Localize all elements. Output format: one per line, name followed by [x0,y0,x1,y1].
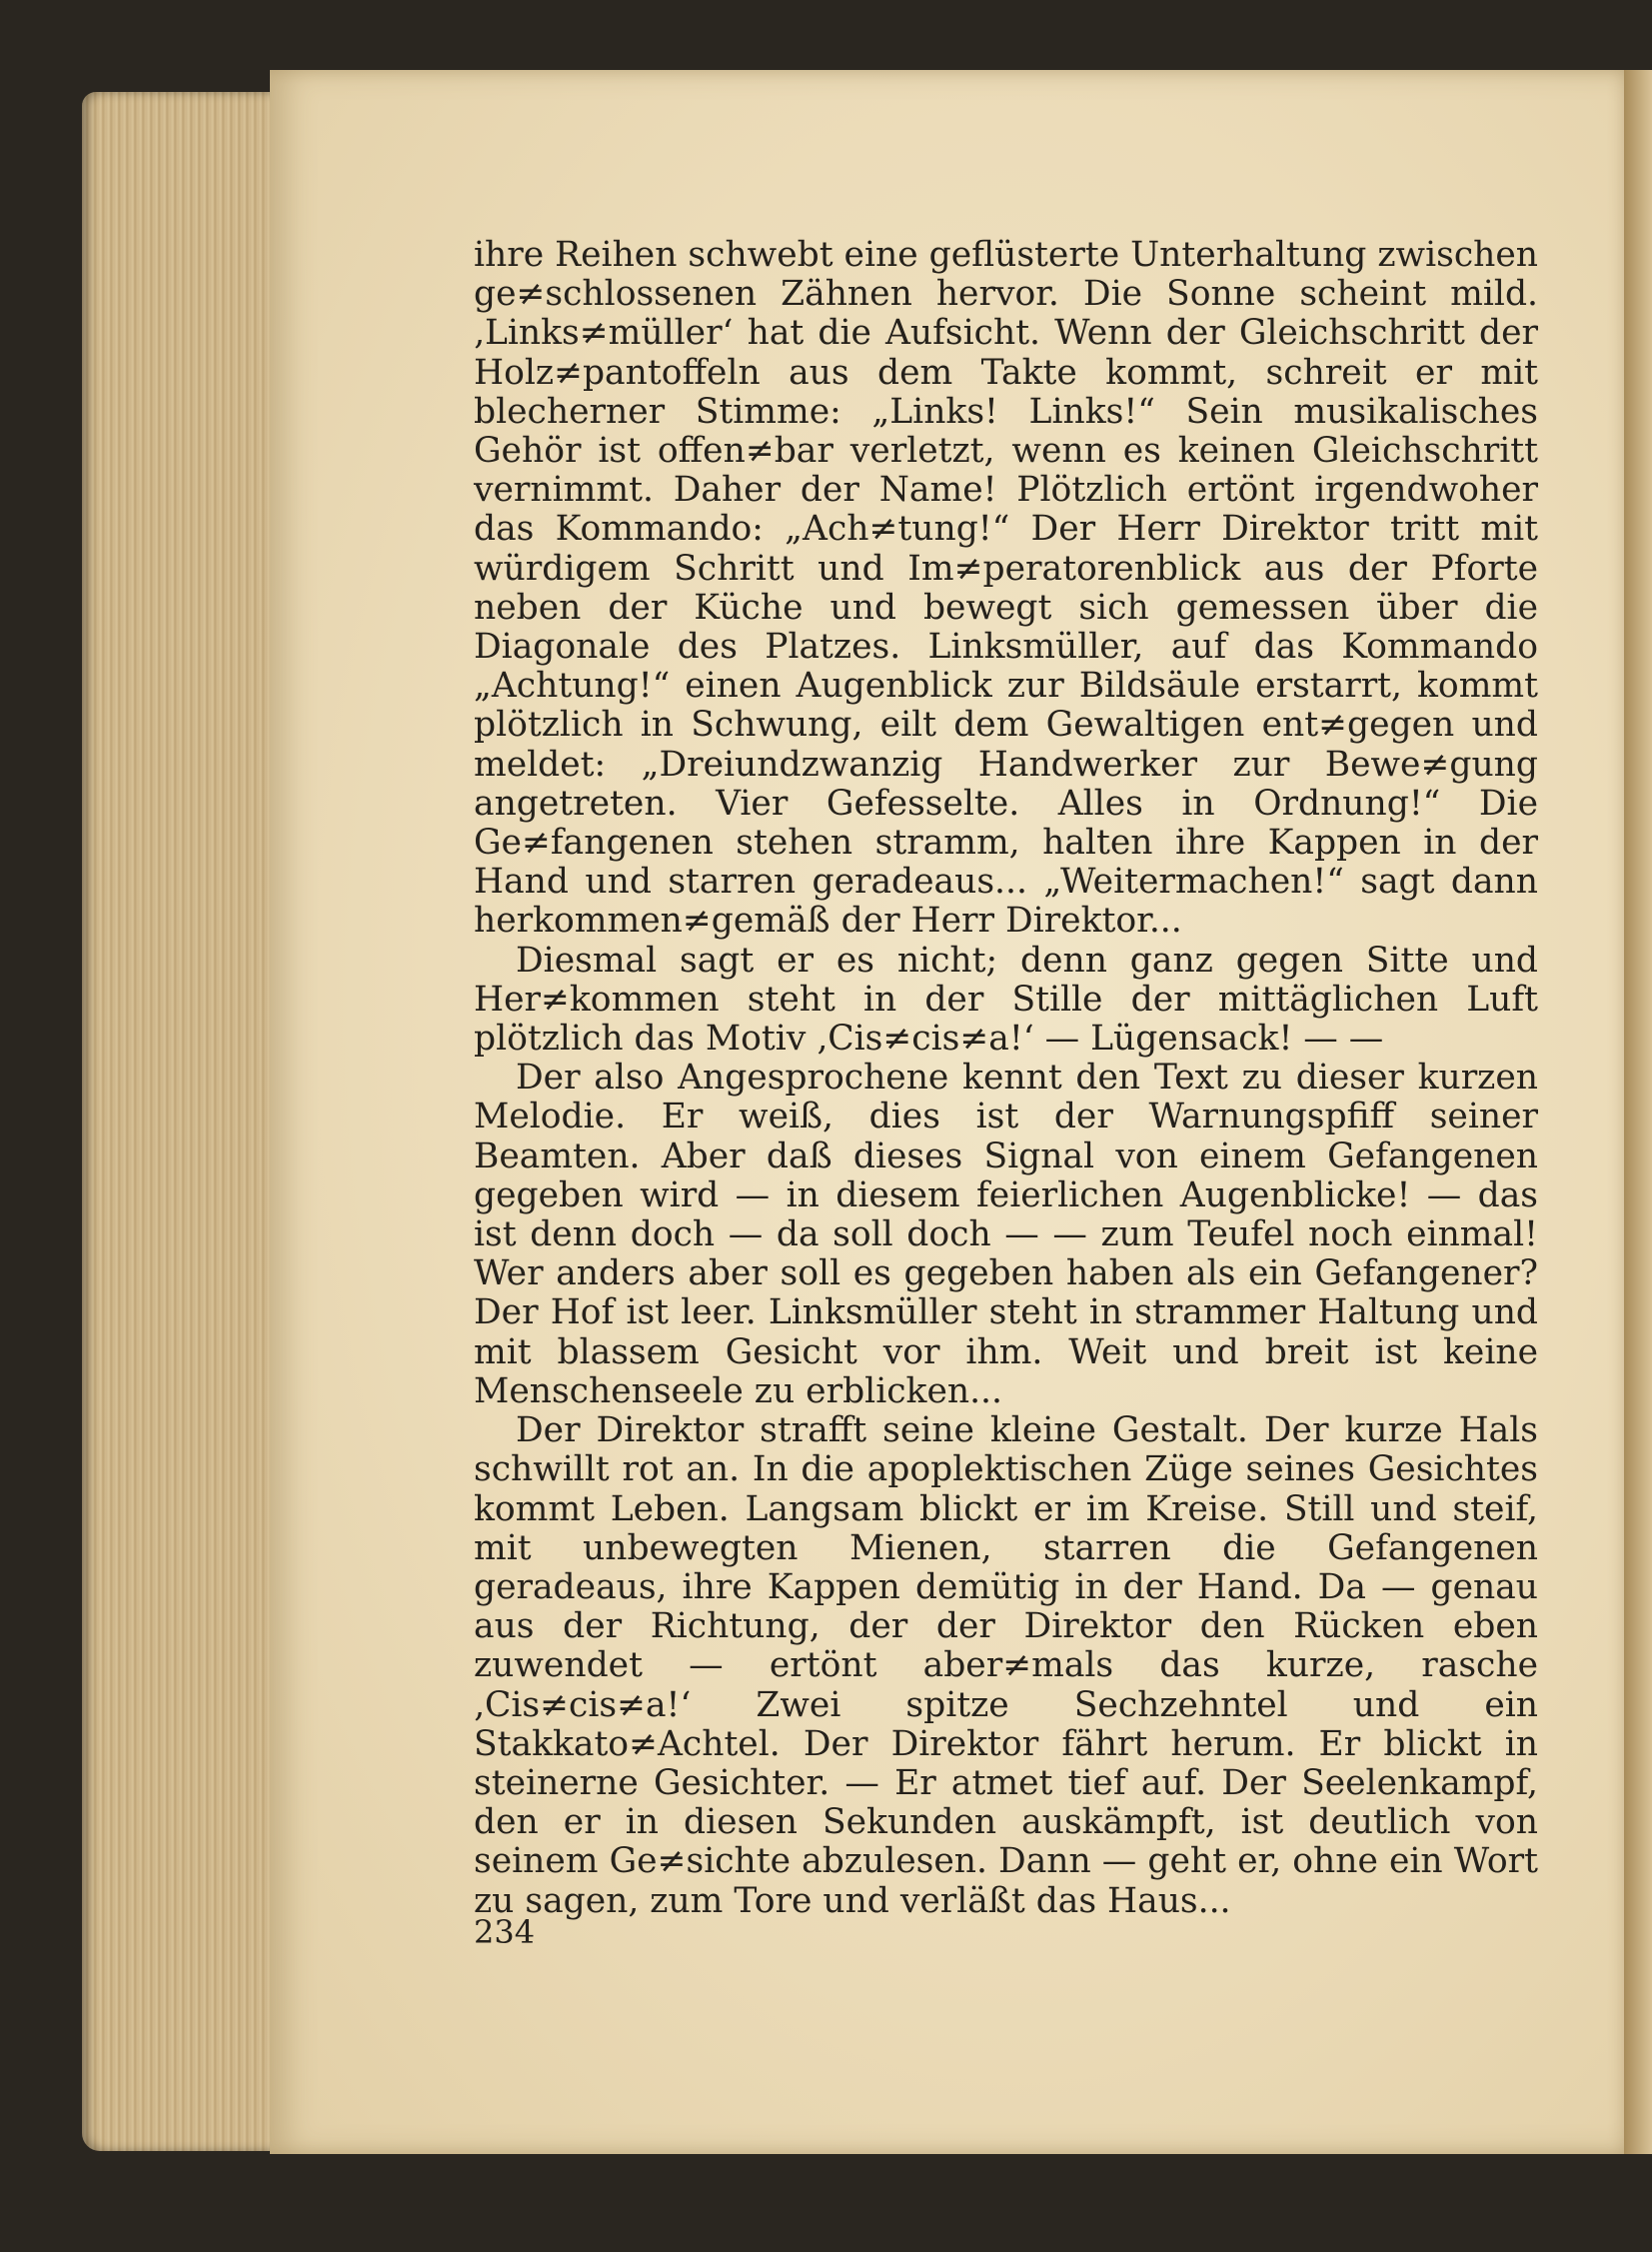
paragraph: Der also Angesprochene kennt den Text zu dieser kurzen Melodie. Er weiß, dies ist der Warnungspfiff seiner Beamten. Aber daß dieses Signal von einem Gefangenen gegeben wird — in diesem feierlichen Augenblicke! — das ist denn doch — da soll doch — — zum Teufel noch einmal! Wer anders aber soll es gegeben haben als ein Gefangener? Der Hof ist leer. Linksmüller steht in strammer Haltung und mit blassem Gesicht vor ihm. Weit und breit ist keine Menschenseele zu erblicken... [474,1058,1538,1411]
paragraph: Diesmal sagt er es nicht; denn ganz gegen Sitte und Her≠kommen steht in der Stille der mittäglichen Luft plötzlich das Motiv ‚Cis≠cis≠a!‘ — Lügensack! — — [474,940,1538,1060]
page-stack-edges [82,92,302,2151]
paragraph: ihre Reihen schwebt eine geflüsterte Unterhaltung zwischen ge≠schlossenen Zähnen hervor. Die Sonne scheint mild. ‚Links≠müller‘ hat die Aufsicht. Wenn der Gleichschritt der Holz≠pantoffeln aus dem Takte kommt, schreit er mit blecherner Stimme: „Links! Links!“ Sein musikalisches Gehör ist offen≠bar verletzt, wenn es keinen Gleichschritt vernimmt. Daher der Name! Plötzlich ertönt irgendwoher das Kommando: „Ach≠tung!“ Der Herr Direktor tritt mit würdigem Schritt und Im≠peratorenblick aus der Pforte neben der Küche und bewegt sich gemessen über die Diagonale des Platzes. Linksmüller, auf das Kommando „Achtung!“ einen Augenblick zur Bildsäule erstarrt, kommt plötzlich in Schwung, eilt dem Gewaltigen ent≠gegen und meldet: „Dreiundzwanzig Handwerker zur Bewe≠gung angetreten. Vier Gefesselte. Alles in Ordnung!“ Die Ge≠fangenen stehen stramm, halten ihre Kappen in der Hand und starren geradeaus... „Weitermachen!“ sagt dann herkommen≠gemäß der Herr Direktor... [474,235,1538,942]
paragraph: Der Direktor strafft seine kleine Gestalt. Der kurze Hals schwillt rot an. In die apoplektischen Züge seines Gesichtes kommt Leben. Langsam blickt er im Kreise. Still und steif, mit unbewegten Mienen, starren die Gefangenen geradeaus, ihre Kappen demütig in der Hand. Da — genau aus der Richtung, der der Direktor den Rücken eben zuwendet — ertönt aber≠mals das kurze, rasche ‚Cis≠cis≠a!‘ Zwei spitze Sechzehntel und ein Stakkato≠Achtel. Der Direktor fährt herum. Er blickt in steinerne Gesichter. — Er atmet tief auf. Der Seelenkampf, den er in diesen Sekunden auskämpft, ist deutlich von seinem Ge≠sichte abzulesen. Dann — geht er, ohne ein Wort zu sagen, zum Tore und verläßt das Haus... [474,1410,1538,1921]
next-page-edge [1624,70,1652,2154]
page-number: 234 [474,1913,536,1951]
body-text [474,236,1538,1921]
